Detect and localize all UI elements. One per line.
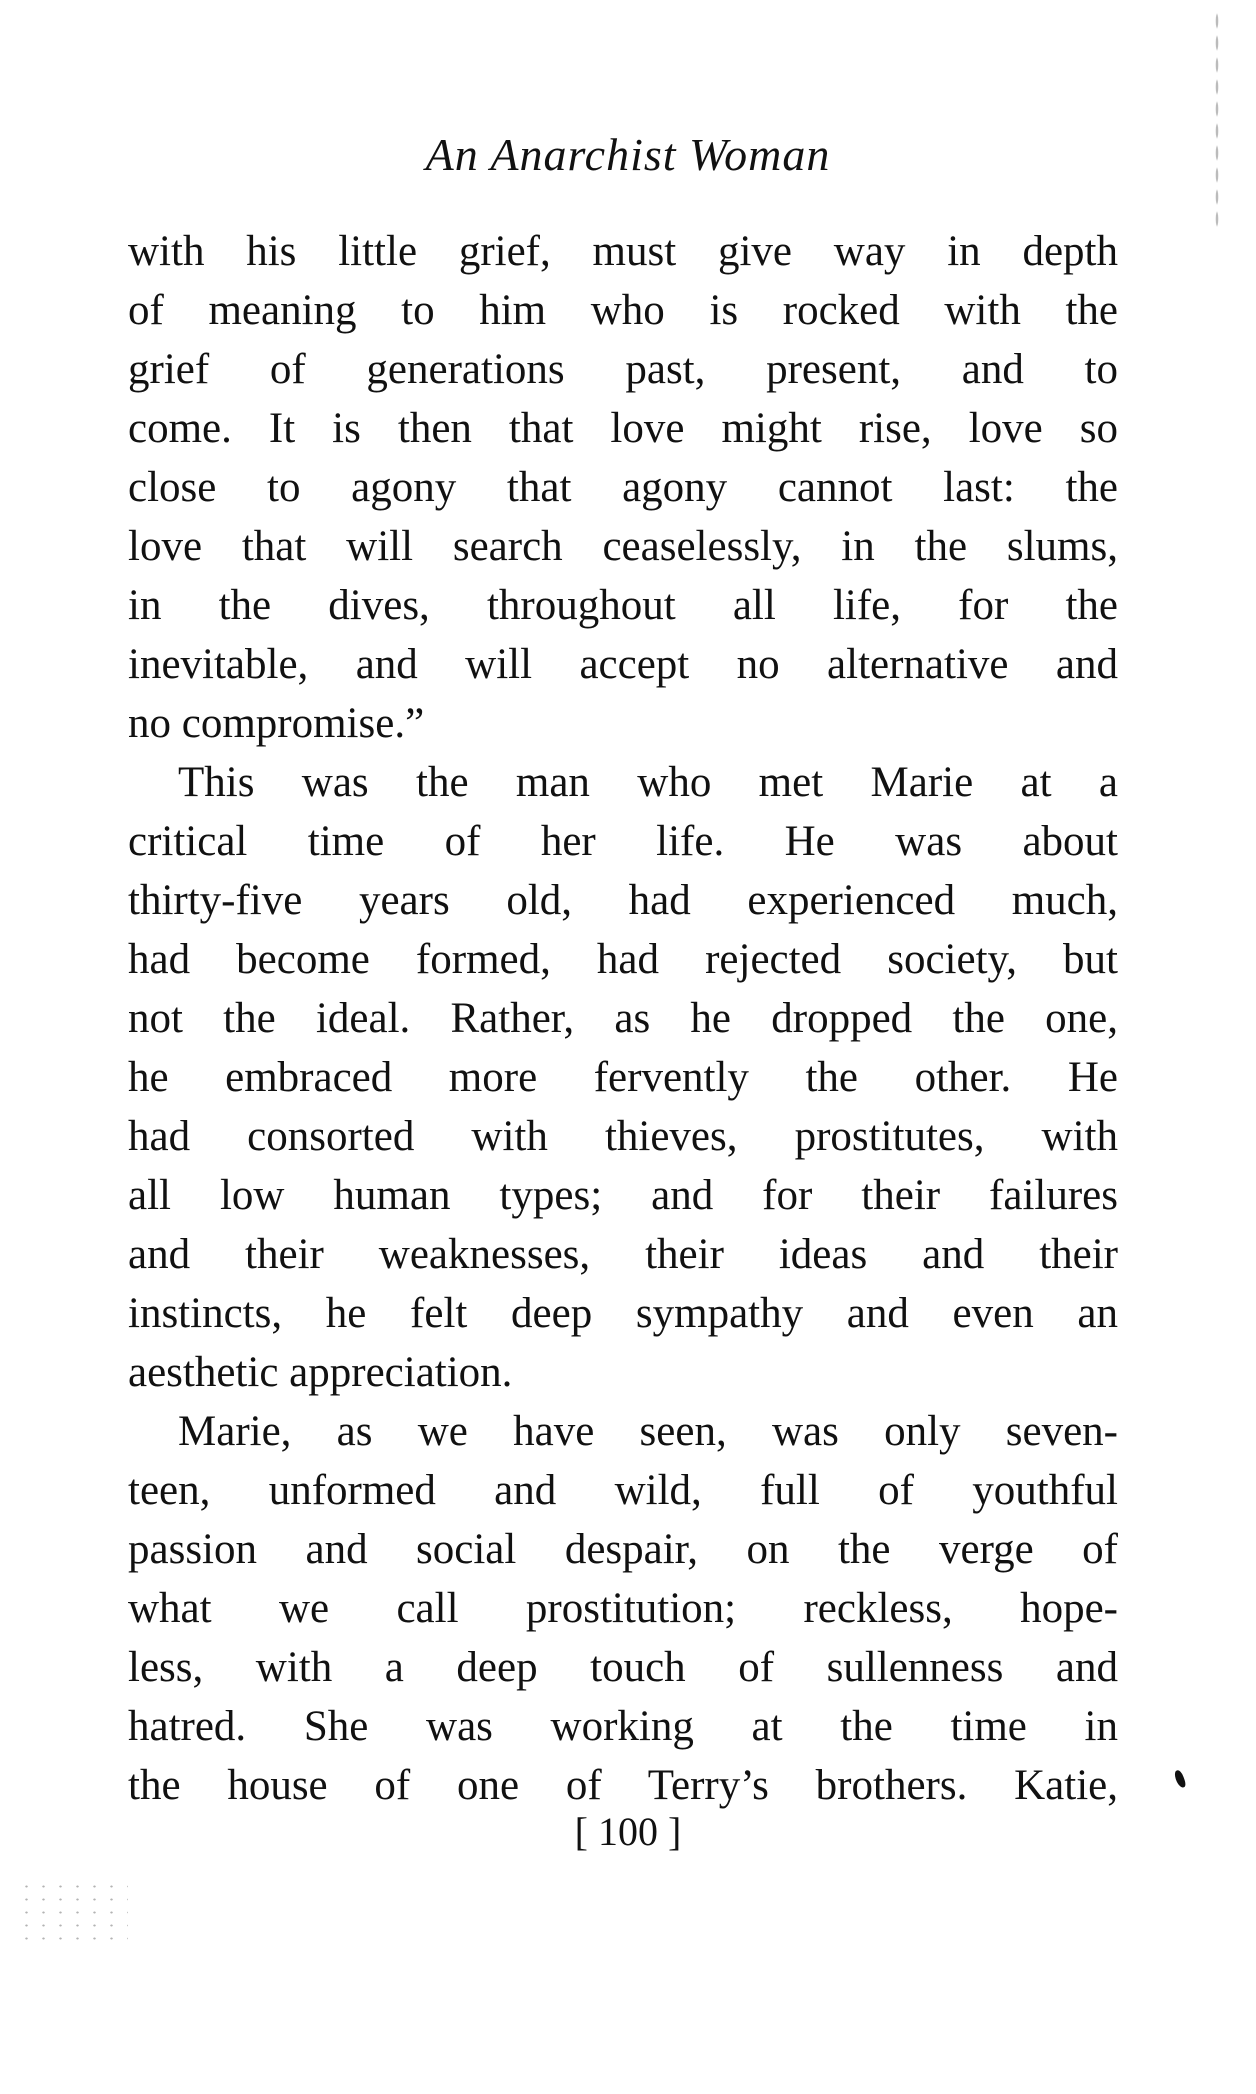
ink-mark [1173,1769,1187,1789]
text-line: teen, unformed and wild, full of youthful [128,1467,1118,1514]
text-line: instincts, he felt deep sympathy and even an [128,1290,1118,1337]
text-line: passion and social despair, on the verge of [128,1526,1118,1573]
text-line: had become formed, had rejected society, but [128,936,1118,983]
running-head: An Anarchist Woman [425,129,831,180]
text-line: come. It is then that love might rise, love so [128,405,1118,452]
text-line: love that will search ceaselessly, in the slums, [128,523,1118,570]
text-line: in the dives, throughout all life, for the [128,582,1118,629]
scan-specks [1215,10,1219,230]
scan-specks [18,1880,128,1950]
text-line: of meaning to him who is rocked with the [128,287,1118,334]
text-line: thirty-five years old, had experienced much, [128,877,1118,924]
text-line: less, with a deep touch of sullenness and [128,1644,1118,1691]
text-line: inevitable, and will accept no alternative and [128,641,1118,688]
text-line: and their weaknesses, their ideas and their [128,1231,1118,1278]
text-line: not the ideal. Rather, as he dropped the one, [128,995,1118,1042]
text-line: close to agony that agony cannot last: the [128,464,1118,511]
text-line: with his little grief, must give way in depth [128,228,1118,275]
text-line: Marie, as we have seen, was only seven- [178,1408,1118,1455]
text-line: This was the man who met Marie at a [178,759,1118,806]
text-line: what we call prostitution; reckless, hope- [128,1585,1118,1632]
text-line: he embraced more fervently the other. He [128,1054,1118,1101]
text-line: hatred. She was working at the time in [128,1703,1118,1750]
text-line: no compromise.” [128,700,425,747]
body-text [128,222,1118,1815]
text-line: the house of one of Terry’s brothers. Katie, [128,1762,1118,1809]
page-number: [ 100 ] [574,1809,682,1854]
text-line: had consorted with thieves, prostitutes, with [128,1113,1118,1160]
text-line: aesthetic appreciation. [128,1349,513,1396]
text-line: all low human types; and for their failures [128,1172,1118,1219]
text-line: critical time of her life. He was about [128,818,1118,865]
text-line: grief of generations past, present, and to [128,346,1118,393]
